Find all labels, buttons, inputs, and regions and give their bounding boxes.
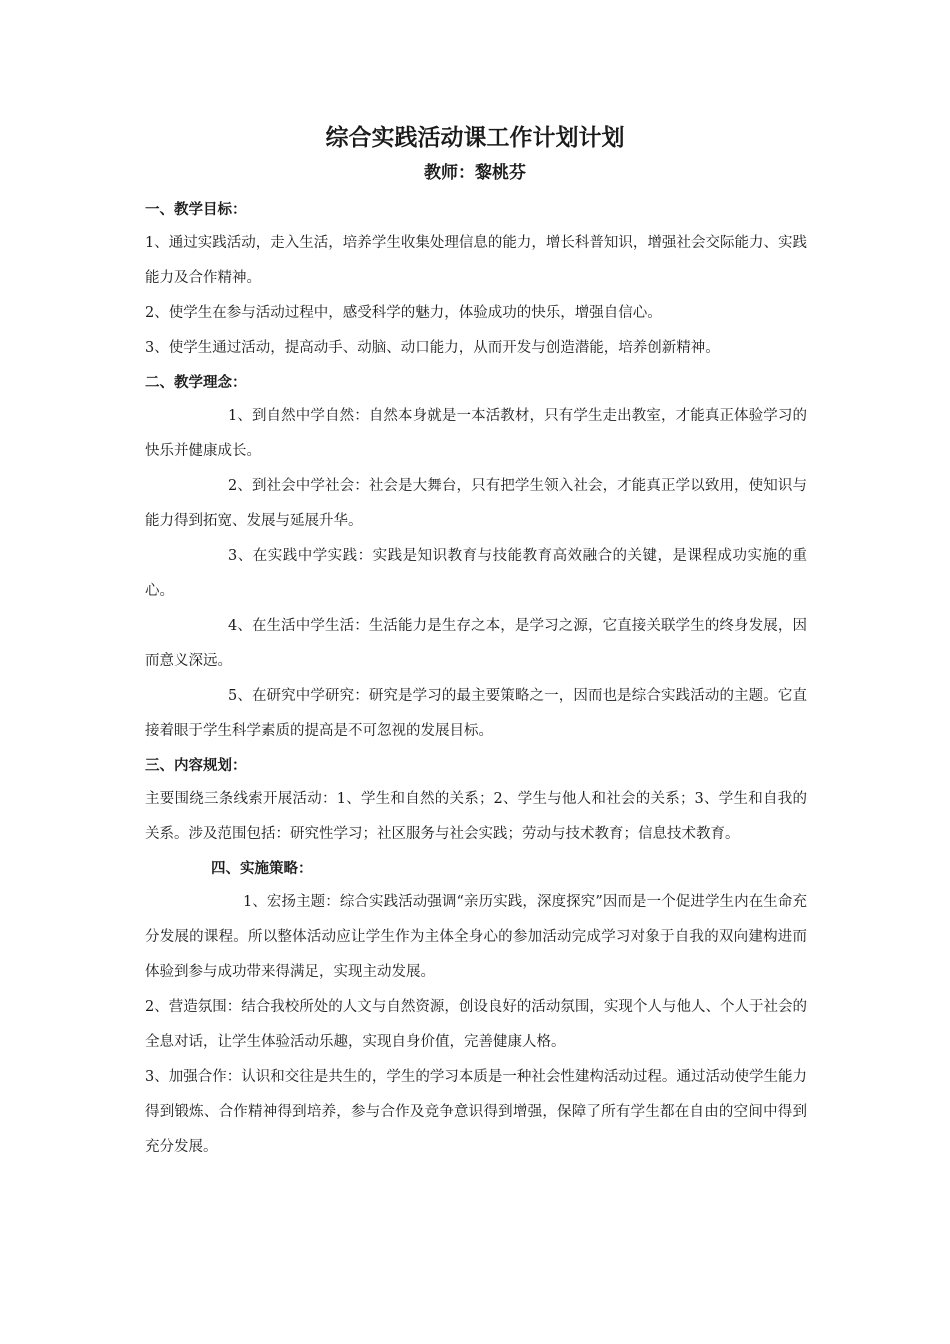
paragraph: 主要围绕三条线索开展活动：1、学生和自然的关系；2、学生与他人和社会的关系；3、学生和自我的关系。涉及范围包括：研究性学习；社区服务与社会实践；劳动与技术教育；信息技术教育。	[145, 791, 807, 842]
section-heading-content: 三、内容规划：	[145, 757, 247, 774]
paragraph: 1、到自然中学自然：自然本身就是一本活教材，只有学生走出教室，才能真正体验学习的快乐并健康成长。	[145, 408, 807, 459]
paragraph: 2、使学生在参与活动过程中，感受科学的魅力，体验成功的快乐，增强自信心。	[145, 305, 662, 321]
author-line: 教师：黎桃芬	[424, 163, 526, 183]
paragraph: 5、在研究中学研究：研究是学习的最主要策略之一，因而也是综合实践活动的主题。它直接着眼于学生科学素质的提高是不可忽视的发展目标。	[145, 688, 807, 739]
paragraph: 3、加强合作：认识和交往是共生的，学生的学习本质是一种社会性建构活动过程。通过活动使学生能力得到锻炼、合作精神得到培养，参与合作及竞争意识得到增强，保障了所有学生都在自由的空间中得到充分发展。	[145, 1069, 807, 1155]
document-title: 综合实践活动课工作计划计划	[325, 124, 625, 151]
paragraph: 3、使学生通过活动，提高动手、动脑、动口能力，从而开发与创造潜能，培养创新精神。	[145, 340, 720, 356]
paragraph: 2、到社会中学社会：社会是大舞台，只有把学生领入社会，才能真正学以致用，使知识与能力得到拓宽、发展与延展升华。	[145, 478, 807, 529]
paragraph: 3、在实践中学实践：实践是知识教育与技能教育高效融合的关键，是课程成功实施的重心。	[145, 548, 807, 599]
section-heading-goals: 一、教学目标：	[145, 201, 247, 218]
section-heading-philosophy: 二、教学理念：	[145, 374, 247, 391]
paragraph: 4、在生活中学生活：生活能力是生存之本，是学习之源，它直接关联学生的终身发展，因而意义深远。	[145, 618, 807, 669]
paragraph: 2、营造氛围：结合我校所处的人文与自然资源，创设良好的活动氛围，实现个人与他人、个人于社会的全息对话，让学生体验活动乐趣，实现自身价值，完善健康人格。	[145, 999, 807, 1050]
paragraph: 1、通过实践活动，走入生活，培养学生收集处理信息的能力，增长科普知识，增强社会交际能力、实践能力及合作精神。	[145, 235, 807, 286]
paragraph: 1、宏扬主题：综合实践活动强调“亲历实践，深度探究”因而是一个促进学生内在生命充分发展的课程。所以整体活动应让学生作为主体全身心的参加活动完成学习对象于自我的双向建构进而体验到参与成功带来得满足，实现主动发展。	[145, 894, 807, 980]
document-body	[145, 193, 807, 1165]
section-heading-strategy: 四、实施策略：	[211, 860, 313, 877]
